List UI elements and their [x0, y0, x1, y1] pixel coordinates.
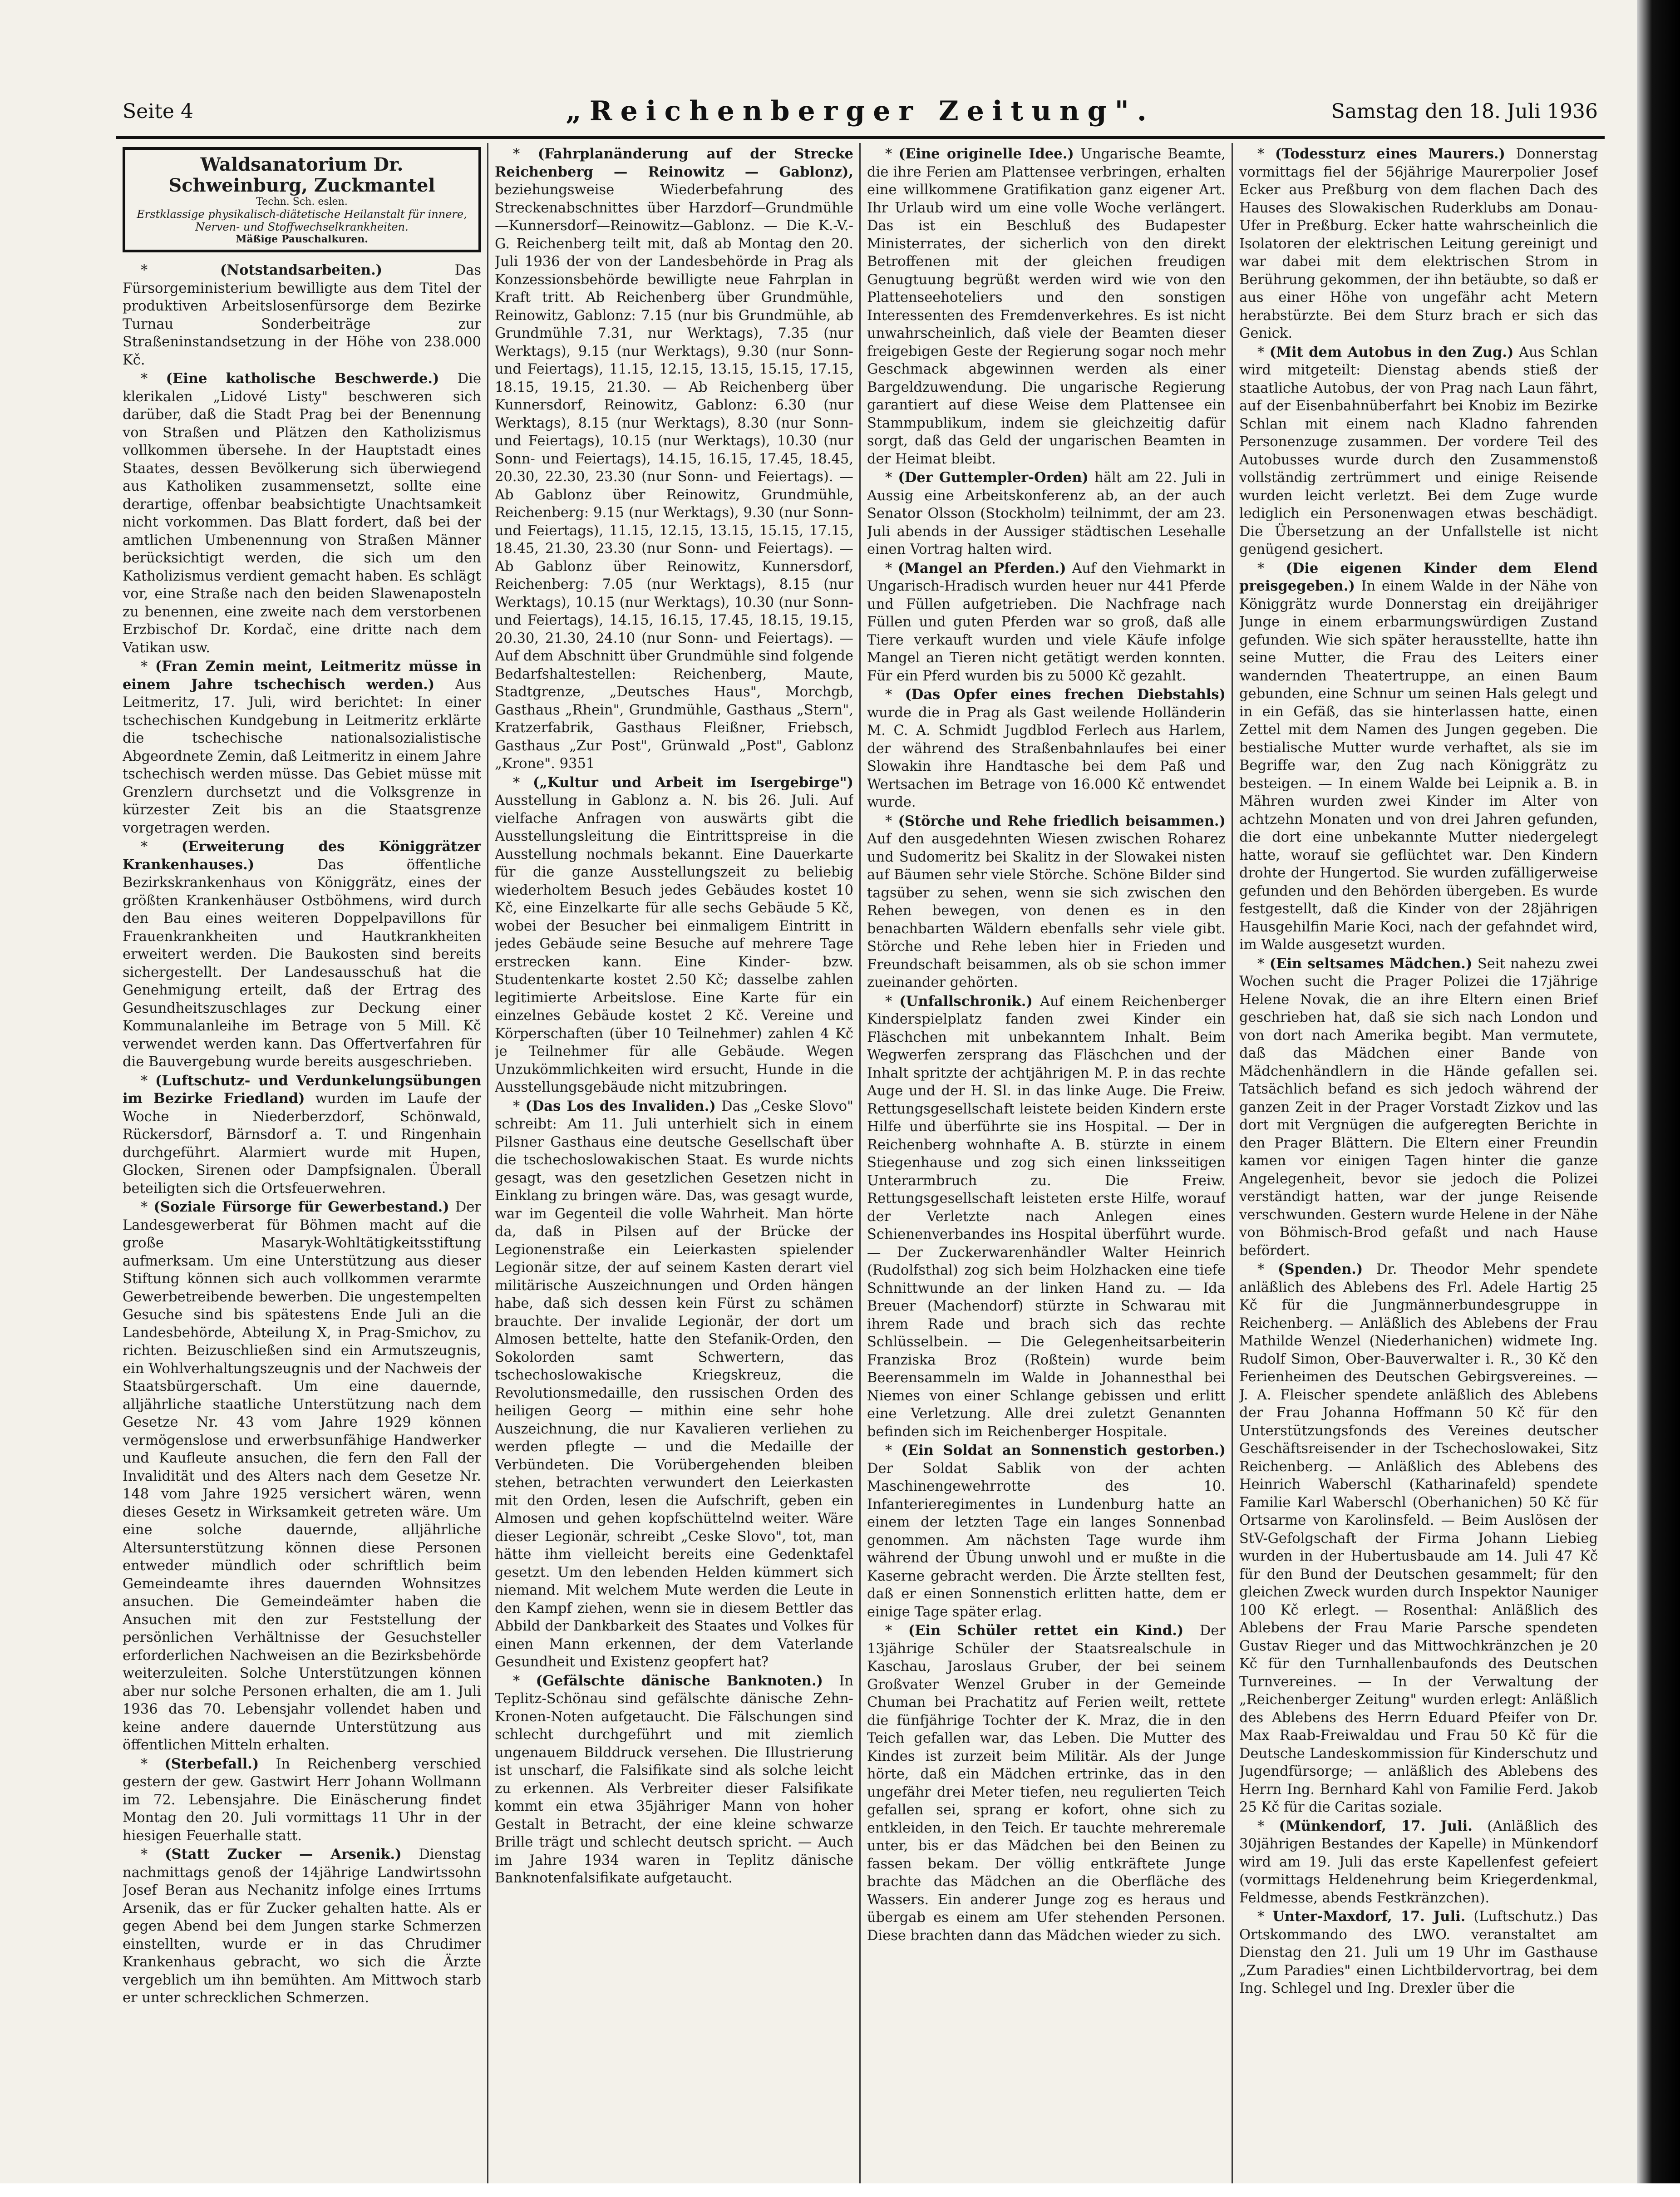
news-article: * (Spenden.) Dr. Theodor Mehr spendete anläßlich des Ablebens des Frl. Adele Hartig 25 Kč für die Jungmännerbundesgruppe in Reichenberg. — Anläßlich des Ablebens der Frau Mathilde Wenzel (Niederhanichen) widmete Ing. Rudolf Simon, Ober-Bauverwalter i. R., 30 Kč den Ferienheimen des Deutschen Gebirgsvereines. — J. A. Fleischer spendete anläßlich des Ablebens der Frau Johanna Hoffmann 50 Kč für den Unterstützungsfonds des Vereines deutscher Geschäftsreisender in der Tschechoslowakei, Sitz Reichenberg. — Anläßlich des Ablebens des Heinrich Waberschl (Katharinafeld) spendete Familie Karl Waberschl (Oberhanichen) 50 Kč für Ortsarme von Karolinsfeld. — Beim Auslösen der StV-Gefolgschaft der Firma Johann Liebieg wurden in der Hubertusbaude am 14. Juli 47 Kč für den Bund der Deutschen gesammelt; für den gleichen Zweck wurden durch Inspektor Nauniger 100 Kč erlegt. — Rosenthal: Anläßlich des Ablebens der Frau Marie Parsche spendeten Gustav Rieger und das Mittwochkränzchen je 20 Kč für den Turnhallenbaufonds des Deutschen Turnvereines. — In der Verwaltung der „Reichenberger Zeitung" wurden erlegt: Anläßlich des Ablebens des Herrn Eduard Pfeifer von Dr. Max Raab-Freiwaldau und Frau 50 Kč für die Deutsche Landeskommission für Kinderschutz und Jugendfürsorge; — anläßlich des Ablebens des Herrn Ing. Bernhard Kahl von Familie Ferd. Jakob 25 Kč für die Caritas soziale.	[1239, 1261, 1598, 1815]
news-article: * (Gefälschte dänische Banknoten.) In Teplitz-Schönau sind gefälschte dänische Zehn-Kronen-Noten aufgetaucht. Die Fälschungen sind schlecht durchgeführt und mit ziemlich ungenauem Bilddruck versehen. Die Illustrierung ist unscharf, die Falsifikate sind als solche leicht zu erkennen. Als Verbreiter dieser Falsifikate kommt ein etwa 35jähriger Mann von hoher Gestalt in Betracht, der eine kleine schwarze Brille trägt und schlecht deutsch spricht. — Auch im Jahre 1934 waren in Teplitz dänische Banknotenfalsifikate aufgetaucht.	[495, 1672, 853, 1886]
article-heading: Unter-Maxdorf, 17. Juli.	[1272, 1908, 1466, 1925]
article-heading: (Fahrplanänderung auf der Strecke Reichenberg — Reinowitz — Gablonz),	[495, 146, 853, 180]
article-body: Auf den ausgedehnten Wiesen zwischen Roharez und Sudomeritz bei Skalitz in der Slowakei nisten auf Bäumen sehr viele Störche. Schöne Bilder sind tagsüber zu sehen, wenn sie sich zwischen den Rehen bewegen, von denen es in den benachbarten Wäldern ebenfalls sehr viele gibt. Störche und Rehe leben hier in Frieden und Freundschaft beisammen, als ob sie schon immer zueinander gehörten.	[867, 831, 1226, 990]
news-article: * (Mit dem Autobus in den Zug.) Aus Schlan wird mitgeteilt: Dienstag abends stieß der staatliche Autobus, der von Prag nach Laun fährt, auf der Eisenbahnüberfahrt bei Knobiz im Bezirke Schlan mit einem nach Kladno fahrenden Personenzuge zusammen. Der vordere Teil des Autobusses wurde durch den Zusammenstoß vollständig zertrümmert und einige Reisende wurden leicht verletzt. Bei dem Zuge wurde lediglich ein Personenwagen etwas beschädigt. Die Übersetzung an der Unfallstelle ist nicht genügend gesichert.	[1239, 344, 1598, 557]
news-article: * (Die eigenen Kinder dem Elend preisgegeben.) In einem Walde in der Nähe von Königgrätz wurde Donnerstag ein dreijähriger Junge in einem erbarmungswürdigen Zustand gefunden. Wie sich später herausstellte, hatte ihn seine Mutter, die Frau des Leiters einer wandernden Theatertruppe, an einen Baum gebunden, eine Schnur um seinen Hals gelegt und in ein Gefäß, das sie hinterlassen hatte, einen Zettel mit dem Namen des Jungen gegeben. Die bestialische Mutter wurde verhaftet, als sie im Begriffe war, den Zug nach Königgrätz zu besteigen. — In einem Walde bei Leipnik a. B. in Mähren wurden zwei Kinder im Alter von achtzehn Monaten und von drei Jahren gefunden, die dort eine unbekannte Mutter niedergelegt hatte, worauf sie geflüchtet war. Den Kindern drohte der Hungertod. Sie wurden zufälligerweise gefunden und den Behörden übergeben. Es wurde festgestellt, daß die Kinder von der 28jährigen Hausgehilfin Marie Koci, nach der gefahndet wird, im Walde ausgesetzt wurden.	[1239, 560, 1598, 953]
news-article: * (Soziale Fürsorge für Gewerbestand.) Der Landesgewerberat für Böhmen macht auf die große Masaryk-Wohltätigkeitsstiftung aufmerksam. Um eine Unterstützung aus dieser Stiftung können sich auch vollkommen verarmte Gewerbetreibende bewerben. Die ungestempelten Gesuche sind bis spätestens Ende Juli an die Landesbehörde, Abteilung X, in Prag-Smichov, zu richten. Beizuschließen sind ein Armutszeugnis, ein Wohlverhaltungszeugnis und der Nachweis der Staatsbürgerschaft. Um eine dauernde, alljährliche staatliche Unterstützung nach dem Gesetze Nr. 43 vom Jahre 1929 können vermögenslose und erwerbsunfähige Handwerker und Kaufleute ansuchen, die fern den Fall der Invalidität und des Alters nach dem Gesetze Nr. 148 vom Jahre 1925 versichert wären, wenn dieses Gesetz in Wirksamkeit getreten wäre. Um eine solche dauernde, alljährliche Altersunterstützung können diese Personen entweder mündlich oder schriftlich beim Gemeindeamte ihres dauernden Wohnsitzes ansuchen. Die Gemeindeämter haben die Ansuchen mit den zur Feststellung der persönlichen Verhältnisse der Gesuchsteller erforderlichen Nachweisen an die Bezirksbehörde weiterzuleiten. Solche Unterstützungen können aber nur solche Personen erhalten, die am 1. Juli 1936 das 70. Lebensjahr vollendet haben und keine andere dauernde Unterstützung aus öffentlichen Mitteln erhalten.	[123, 1199, 481, 1753]
scan-bottom-margin	[0, 2183, 1680, 2197]
article-heading: (Mit dem Autobus in den Zug.)	[1269, 344, 1514, 360]
article-heading: (Eine originelle Idee.)	[898, 146, 1074, 162]
article-body: Das öffentliche Bezirkskrankenhaus von Königgrätz, eines der größten Krankenhäuser Ostböhmens, wird durch den Bau eines weiteren Doppelpavillons für Frauenkrankheiten und Hautkrankheiten erweitert werden. Die Baukosten sind bereits sichergestellt. Der Landesausschuß hat die Genehmigung erteilt, daß der Ertrag des Gesundheitszuschlages zur Deckung einer Kommunalanleihe im Betrage von 5 Mill. Kč verwendet werden kann. Das Offertverfahren für die Bauvergebung wurde bereits ausgeschrieben.	[123, 857, 481, 1070]
news-article: * (Todessturz eines Maurers.) Donnerstag vormittags fiel der 56jährige Maurerpolier Josef Ecker aus Preßburg von dem flachen Dach des Hauses des Slowakischen Ruderklubs am Donau-Ufer in Preßburg. Ecker hatte wahrscheinlich die Isolatoren der elektrischen Leitung gereinigt und war dabei mit dem elektrischen Strom in Berührung gekommen, der ihn betäubte, so daß er aus einer Höhe von ungefähr acht Metern herabstürzte. Bei dem Sturz brach er sich das Genick.	[1239, 146, 1598, 341]
article-heading: (Gefälschte dänische Banknoten.)	[536, 1672, 823, 1689]
news-article: * (Der Guttempler-Orden) hält am 22. Juli in Aussig eine Arbeitskonferenz ab, an der auch Senator Olsson (Stockholm) teilnimmt, der am 23. Juli abends in der Aussiger städtischen Lesehalle einen Vortrag halten wird.	[867, 469, 1226, 557]
article-heading: (Münkendorf, 17. Juli.	[1279, 1818, 1473, 1834]
article-body: wurde die in Prag als Gast weilende Holländerin M. C. A. Schmidt Jugdblod Ferlech aus Harlem, der während des Straßenbahnlaufes bei einer Slowakin ihre Handtasche bei dem Paß und Wertsachen im Betrage von 16.000 Kč entwendet wurde.	[867, 704, 1226, 810]
column-divider	[859, 143, 861, 2186]
ad-subtitle: Techn. Sch. eslen.	[256, 196, 348, 207]
column-3	[867, 145, 1226, 2183]
column-divider	[1232, 143, 1233, 2186]
article-body: Die klerikalen „Lidové Listy" beschweren sich darüber, daß die Stadt Prag bei der Benennung von Straßen und Plätzen den Katholizismus vollkommen übersehe. In der Hauptstadt eines Staates, dessen Bevölkerung sich überwiegend aus Katholiken zusammensetzt, sollte eine derartige, offenbar beabsichtigte Unachtsamkeit nicht vorkommen. Das Blatt fordert, daß bei der amtlichen Umbenennung von Straßen Männer berücksichtigt werden, die sich um den Katholizismus verdient gemacht haben. Es schlägt vor, eine Straße nach den beiden Slawenaposteln zu benennen, eine zweite nach dem verstorbenen Erzbischof Dr. Kordač, eine dritte nach dem Vatikan usw.	[123, 371, 481, 656]
news-article: * (Luftschutz- und Verdunkelungsübungen im Bezirke Friedland) wurden im Laufe der Woche in Niederberzdorf, Schönwald, Rückersdorf, Bärnsdorf a. T. und Ringenhain durchgeführt. Alarmiert wurde mit Hupen, Glocken, Sirenen oder Dampfsignalen. Überall beteiligten sich die Ortsfeuerwehren.	[123, 1072, 481, 1197]
news-article: * (Notstandsarbeiten.) Das Fürsorgeministerium bewilligte aus dem Titel der produktiven Arbeitslosenfürsorge dem Bezirke Turnau Sonderbeiträge zur Straßeninstandsetzung in der Höhe von 238.000 Kč.	[123, 262, 481, 368]
article-list	[495, 145, 853, 1887]
article-body: wurden im Laufe der Woche in Niederberzdorf, Schönwald, Rückersdorf, Bärnsdorf a. T. und Ringenhain durchgeführt. Alarmiert wurde mit Hupen, Glocken, Sirenen oder Dampfsignalen. Überall beteiligten sich die Ortsfeuerwehren.	[123, 1091, 481, 1197]
news-article: * (Fahrplanänderung auf der Strecke Reichenberg — Reinowitz — Gablonz), beziehungsweise Wiederbefahrung des Streckenabschnittes über Harzdorf—Grundmühle—Kunnersdorf—Reinowitz—Gablonz. — Die K.-V.-G. Reichenberg teilt mit, daß ab Montag den 20. Juli 1936 der von der Landesbehörde in Prag als Konzessionsbehörde bewilligte neue Fahrplan in Kraft tritt. Ab Reichenberg über Grundmühle, Reinowitz, Gablonz: 7.15 (nur bis Grundmühle, ab Grundmühle 7.31, nur Werktags), 7.35 (nur Werktags), 9.15 (nur Werktags), 9.30 (nur Sonn- und Feiertags), 11.15, 12.15, 13.15, 15.15, 17.15, 18.15, 19.15, 21.30. — Ab Reichenberg über Kunnersdorf, Reinowitz, Gablonz: 6.30 (nur Werktags), 8.15 (nur Werktags), 8.30 (nur Sonn- und Feiertags), 10.15 (nur Werktags), 10.30 (nur Sonn- und Feiertags), 14.15, 16.15, 17.45, 18.45, 20.30, 22.30, 23.30 (nur Sonn- und Feiertags). — Ab Gablonz über Reinowitz, Grundmühle, Reichenberg: 9.15 (nur Werktags), 9.30 (nur Sonn- und Feiertags), 11.15, 12.15, 13.15, 15.15, 17.15, 18.45, 21.30, 23.30 (nur Sonn- und Feiertags). — Ab Gablonz über Reinowitz, Kunnersdorf, Reichenberg: 7.05 (nur Werktags), 8.15 (nur Werktags), 10.15 (nur Werktags), 10.30 (nur Sonn- und Feiertags), 14.15, 16.15, 17.45, 18.15, 19.15, 20.30, 21.30, 24.10 (nur Sonn- und Feiertags). — Auf dem Abschnitt über Grundmühle sind folgende Bedarfshaltestellen: Reichenberg, Maute, Stadtgrenze, „Deutsches Haus", Morchgb, Gasthaus „Rhein", Grundmühle, Gasthaus „Stern", Kratzerfabrik, Gasthaus Fleißner, Friebsch, Gasthaus „Zur Post", Grünwald „Post", Gablonz „Krone". 9351	[495, 146, 853, 772]
article-body: Dienstag nachmittags genoß der 14jährige Landwirtssohn Josef Beran aus Nechanitz infolge eines Irrtums Arsenik, das er für Zucker gehalten hatte. Als er gegen Abend bei dem Jungen starke Schmerzen einstellten, wurde er in das Chrudimer Krankenhaus gebracht, wo sich die Ärzte vergeblich um ihn bemühten. Am Mittwoch starb er unter schrecklichen Schmerzen.	[123, 1847, 481, 2006]
article-heading: (Das Opfer eines frechen Diebstahls)	[905, 686, 1226, 703]
article-heading: (Luftschutz- und Verdunkelungsübungen im Bezirke Friedland)	[123, 1072, 481, 1107]
article-heading: (Unfallschronik.)	[899, 993, 1033, 1010]
ad-title: Waldsanatorium Dr. Schweinburg, Zuckmantel	[168, 154, 435, 196]
article-body: Das Fürsorgeministerium bewilligte aus dem Titel der produktiven Arbeitslosenfürsorge dem Bezirke Turnau Sonderbeiträge zur Straßeninstandsetzung in der Höhe von 238.000 Kč.	[123, 262, 481, 368]
article-body: beziehungsweise Wiederbefahrung des Streckenabschnittes über Harzdorf—Grundmühle—Kunnersdorf—Reinowitz—Gablonz. — Die K.-V.-G. Reichenberg teilt mit, daß ab Montag den 20. Juli 1936 der von der Landesbehörde in Prag als Konzessionsbehörde bewilligte neue Fahrplan in Kraft tritt. Ab Reichenberg über Grundmühle, Reinowitz, Gablonz: 7.15 (nur bis Grundmühle, ab Grundmühle 7.31, nur Werktags), 7.35 (nur Werktags), 9.15 (nur Werktags), 9.30 (nur Sonn- und Feiertags), 11.15, 12.15, 13.15, 15.15, 17.15, 18.15, 19.15, 21.30. — Ab Reichenberg über Kunnersdorf, Reinowitz, Gablonz: 6.30 (nur Werktags), 8.15 (nur Werktags), 8.30 (nur Sonn- und Feiertags), 10.15 (nur Werktags), 10.30 (nur Sonn- und Feiertags), 14.15, 16.15, 17.45, 18.45, 20.30, 22.30, 23.30 (nur Sonn- und Feiertags). — Ab Gablonz über Reinowitz, Grundmühle, Reichenberg: 9.15 (nur Werktags), 9.30 (nur Sonn- und Feiertags), 11.15, 12.15, 13.15, 15.15, 17.15, 18.45, 21.30, 23.30 (nur Sonn- und Feiertags). — Ab Gablonz über Reinowitz, Kunnersdorf, Reichenberg: 7.05 (nur Werktags), 8.15 (nur Werktags), 10.15 (nur Werktags), 10.30 (nur Sonn- und Feiertags), 14.15, 16.15, 17.45, 18.15, 19.15, 20.30, 21.30, 24.10 (nur Sonn- und Feiertags). — Auf dem Abschnitt über Grundmühle sind folgende Bedarfshaltestellen: Reichenberg, Maute, Stadtgrenze, „Deutsches Haus", Morchgb, Gasthaus „Rhein", Grundmühle, Gasthaus „Stern", Kratzerfabrik, Gasthaus Fleißner, Friebsch, Gasthaus „Zur Post", Grünwald „Post", Gablonz „Krone". 9351	[495, 182, 853, 772]
article-heading: (Mangel an Pferden.)	[897, 560, 1066, 576]
article-body: hält am 22. Juli in Aussig eine Arbeitskonferenz ab, an der auch Senator Olsson (Stockholm) teilnimmt, der am 23. Juli abends in der Aussiger städtischen Lesehalle einen Vortrag halten wird.	[867, 470, 1226, 557]
article-heading: („Kultur und Arbeit im Isergebirge")	[533, 774, 853, 791]
article-list	[123, 261, 481, 2007]
news-article: * Unter-Maxdorf, 17. Juli. (Luftschutz.) Das Ortskommando des LWO. veranstaltet am Dienstag den 21. Juli um 19 Uhr im Gasthause „Zum Paradies" einen Lichtbildervortrag, bei dem Ing. Schlegel und Ing. Drexler über die	[1239, 1908, 1598, 1996]
news-article: * (Sterbefall.) In Reichenberg verschied gestern der gew. Gastwirt Herr Johann Wollmann im 72. Lebensjahre. Die Einäscherung findet Montag den 20. Juli vormittags 11 Uhr in der hiesigen Feuerhalle statt.	[123, 1755, 481, 1844]
news-article: * (Unfallschronik.) Auf einem Reichenberger Kinderspielplatz fanden zwei Kinder ein Fläschchen mit unbekanntem Inhalt. Beim Wegwerfen zersprang das Fläschchen und der Inhalt spritzte der achtjährigen M. P. in das rechte Auge und der H. Sl. in das linke Auge. Die Freiw. Rettungsgesellschaft leistete beiden Kindern erste Hilfe und überführte sie ins Hospital. — Der in Reichenberg wohnhafte A. B. stürzte in einem Stiegenhause und zog sich einen linksseitigen Unterarmbruch zu. Die Freiw. Rettungsgesellschaft leisteten erste Hilfe, worauf der Verletzte nach Anlegen eines Schienenverbandes ins Hospital überführt wurde. — Der Zuckerwarenhändler Walter Heinrich (Rudolfsthal) zog sich beim Holzhacken eine tiefe Schnittwunde an der linken Hand zu. — Ida Breuer (Machendorf) stürzte in Schwarau mit ihrem Rade und brach sich das rechte Schlüsselbein. — Die Gelegenheitsarbeiterin Franziska Broz (Roßtein) wurde beim Beerensammeln im Walde in Johannesthal bei Niemes von einer Schlange gebissen und erlitt eine Verletzung. Alle drei zuletzt Genannten befinden sich im Reichenberger Hospitale.	[867, 993, 1226, 1440]
article-body: Aus Leitmeritz, 17. Juli, wird berichtet: In einer tschechischen Kundgebung in Leitmeritz erklärte die tschechische nationalsozialistische Abgeordnete Zemin, daß Leitmeritz in einem Jahre tschechisch werden müsse. Das Gebiet müsse mit Grenzlern durchsetzt und die Volksgrenze in kürzester Zeit bis an die Staatsgrenze vorgetragen werden.	[123, 676, 481, 836]
column-1	[123, 145, 481, 2183]
column-4	[1239, 145, 1598, 2183]
article-heading: (Störche und Rehe friedlich beisammen.)	[898, 813, 1226, 829]
article-heading: (Soziale Fürsorge für Gewerbestand.)	[153, 1199, 449, 1215]
article-heading: (Das Los des Invaliden.)	[525, 1098, 716, 1114]
news-article: * („Kultur und Arbeit im Isergebirge") Ausstellung in Gablonz a. N. bis 26. Juli. Auf vielfache Anfragen von auswärts gibt die Ausstellungsleitung die Eintrittspreise in die Ausstellung nochmals bekannt. Eine Dauerkarte für die ganze Ausstellungszeit zu beliebig wiederholtem Besuch jedes Gebäudes kostet 10 Kč, eine Einzelkarte für alle sechs Gebäude 5 Kč, wobei der Besucher bei einmaligem Eintritt in jedes Gebäude seine Besuche auf mehrere Tage erstrecken kann. Eine Kinder- bzw. Studentenkarte kostet 2.50 Kč; dasselbe zahlen legitimierte Arbeitslose. Eine Karte für ein einzelnes Gebäude kostet 2 Kč. Vereine und Körperschaften (über 10 Teilnehmer) zahlen 4 Kč je Teilnehmer für alle Gebäude. Wegen Unzukömmlichkeiten wird ersucht, Hunde in die Ausstellungsgebäude nicht mitzubringen.	[495, 774, 853, 1095]
ad-price-note: Mäßige Pauschalkuren.	[236, 233, 368, 245]
article-body: Ausstellung in Gablonz a. N. bis 26. Juli. Auf vielfache Anfragen von auswärts gibt die Ausstellungsleitung die Eintrittspreise in die Ausstellung nochmals bekannt. Eine Dauerkarte für die ganze Ausstellungszeit zu beliebig wiederholtem Besuch jedes Gebäudes kostet 10 Kč, eine Einzelkarte für alle sechs Gebäude 5 Kč, wobei der Besucher bei einmaligem Eintritt in jedes Gebäude seine Besuche auf mehrere Tage erstrecken kann. Eine Kinder- bzw. Studentenkarte kostet 2.50 Kč; dasselbe zahlen legitimierte Arbeitslose. Eine Karte für ein einzelnes Gebäude kostet 2 Kč. Vereine und Körperschaften (über 10 Teilnehmer) zahlen 4 Kč je Teilnehmer für alle Gebäude. Wegen Unzukömmlichkeiten wird ersucht, Hunde in die Ausstellungsgebäude nicht mitzubringen.	[495, 793, 853, 1095]
news-article: * (Münkendorf, 17. Juli. (Anläßlich des 30jährigen Bestandes der Kapelle) in Münkendorf wird am 19. Juli das erste Kapellenfest gefeiert (vormittags Heldenehrung beim Kriegerdenkmal, Feldmesse, abends Festkränzchen).	[1239, 1818, 1598, 1906]
article-list	[1239, 145, 1598, 1998]
article-heading: (Fran Zemin meint, Leitmeritz müsse in einem Jahre tschechisch werden.)	[123, 658, 481, 693]
news-article: * (Fran Zemin meint, Leitmeritz müsse in einem Jahre tschechisch werden.) Aus Leitmeritz, 17. Juli, wird berichtet: In einer tschechischen Kundgebung in Leitmeritz erklärte die tschechische nationalsozialistische Abgeordnete Zemin, daß Leitmeritz in einem Jahre tschechisch werden müsse. Das Gebiet müsse mit Grenzlern durchsetzt und die Volksgrenze in kürzester Zeit bis an die Staatsgrenze vorgetragen werden.	[123, 658, 481, 836]
article-body: Ungarische Beamte, die ihre Ferien am Plattensee verbringen, erhalten eine willkommene Gratifikation ganz eigener Art. Ihr Urlaub wird um eine volle Woche verlängert. Das ist ein Beschluß des Budapester Ministerrates, der sicherlich von den direkt Betroffenen mit der gleichen freudigen Genugtuung begrüßt werden wird wie von den Plattenseehoteliers und den sonstigen Interessenten des Fremdenverkehres. Es ist nicht unwahrscheinlich, daß viele der Beamten dieser freigebigen Geste der Regierung sogar noch mehr Geschmack abgewinnen werden als einer Bargeldzuwendung. Die ungarische Regierung garantiert auf diese Weise dem Plattensee ein Stammpublikum, indem sie gleichzeitig dafür sorgt, daß das Geld der ungarischen Beamten in der Heimat bleibt.	[867, 146, 1226, 467]
article-body: (Anläßlich des 30jährigen Bestandes der Kapelle) in Münkendorf wird am 19. Juli das erste Kapellenfest gefeiert (vormittags Heldenehrung beim Kriegerdenkmal, Feldmesse, abends Festkränzchen).	[1239, 1818, 1598, 1906]
article-body: Der 13jährige Schüler der Staatsrealschule in Kaschau, Jaroslaus Gruber, der bei seinem Großvater Wenzel Gruber in der Gemeinde Chuman bei Prachatitz auf Ferien weilt, rettete die fünfjährige Tochter der K. Mraz, die in den Teich gefallen war, das Leben. Die Mutter des Kindes ist zurzeit beim Militär. Als der Junge hörte, daß ein Mädchen ertrinke, das in den ungefähr drei Meter tiefen, neu regulierten Teich gefallen sei, sprang er kofort, ohne sich zu entkleiden, in den Teich. Er tauchte mehreremale unter, bis er das Mädchen bei den Beinen zu fassen bekam. Der völlig entkräftete Junge brachte das Mädchen an die Oberfläche des Wassers. Ein anderer Junge zog es heraus und übergab es einem am Ufer stehenden Personen. Diese brachten dann das Mädchen wieder zu sich.	[867, 1623, 1226, 1944]
article-body: In einem Walde in der Nähe von Königgrätz wurde Donnerstag ein dreijähriger Junge in einem erbarmungswürdigen Zustand gefunden. Wie sich später herausstellte, hatte ihn seine Mutter, die Frau des Leiters einer wandernden Theatertruppe, an einen Baum gebunden, eine Schnur um seinen Hals gelegt und in ein Gefäß, das sie hinterlassen hatte, einen Zettel mit dem Namen des Jungen gegeben. Die bestialische Mutter wurde verhaftet, als sie im Begriffe war, den Zug nach Königgrätz zu besteigen. — In einem Walde bei Leipnik a. B. in Mähren wurden zwei Kinder im Alter von achtzehn Monaten und von drei Jahren gefunden, die dort eine unbekannte Mutter niedergelegt hatte, worauf sie geflüchtet war. Den Kindern drohte der Hungertod. Sie wurden zufälligerweise gefunden und den Behörden übergeben. Es wurde festgestellt, daß die Kinder von der 28jährigen Hausgehilfin Marie Koci, nach der gefahndet wird, im Walde ausgesetzt wurden.	[1239, 578, 1598, 953]
issue-date: Samstag den 18. Juli 1936	[1331, 100, 1598, 123]
article-body: Auf einem Reichenberger Kinderspielplatz fanden zwei Kinder ein Fläschchen mit unbekanntem Inhalt. Beim Wegwerfen zersprang das Fläschchen und der Inhalt spritzte der achtjährigen M. P. in das rechte Auge und der H. Sl. in das linke Auge. Die Freiw. Rettungsgesellschaft leistete beiden Kindern erste Hilfe und überführte sie ins Hospital. — Der in Reichenberg wohnhafte A. B. stürzte in einem Stiegenhause und zog sich einen linksseitigen Unterarmbruch zu. Die Freiw. Rettungsgesellschaft leisteten erste Hilfe, worauf der Verletzte nach Anlegen eines Schienenverbandes ins Hospital überführt wurde. — Der Zuckerwarenhändler Walter Heinrich (Rudolfsthal) zog sich beim Holzhacken eine tiefe Schnittwunde an der linken Hand zu. — Ida Breuer (Machendorf) stürzte in Schwarau mit ihrem Rade und brach sich das rechte Schlüsselbein. — Die Gelegenheitsarbeiterin Franziska Broz (Roßtein) wurde beim Beerensammeln im Walde in Johannesthal bei Niemes von einer Schlange gebissen und erlitt eine Verletzung. Alle drei zuletzt Genannten befinden sich im Reichenberger Hospitale.	[867, 993, 1226, 1440]
news-article: * (Das Los des Invaliden.) Das „Ceske Slovo" schreibt: Am 11. Juli unterhielt sich in einem Pilsner Gasthaus eine deutsche Gesellschaft über die tschechoslowakischen Staat. Es wurde nichts gesagt, was den gesetzlichen Gesetzen nicht in Einklang zu bringen wäre. Das, was gesagt wurde, war im Gegenteil die volle Wahrheit. Man hörte da, daß in Pilsen auf der Brücke der Legionenstraße ein Leierkasten spielender Legionär sitze, der auf seinem Kasten derart viel militärische Auszeichnungen und Orden hängen habe, daß sich dessen kein Fürst zu schämen brauchte. Der invalide Legionär, der dort um Almosen bettelte, hatte den Stefanik-Orden, den Sokolorden samt Schwertern, das tschechoslowakische Kriegskreuz, die Revolutionsmedaille, den russischen Orden des heiligen Georg — mithin eine sehr hohe Auszeichnung, die nur Kavalieren verliehen zu werden pflegte — und die Medaille der Verbündeten. Die Vorübergehenden bleiben stehen, betrachten verwundert den Leierkasten mit den Orden, lesen die Aufschrift, geben ein Almosen und gehen kopfschüttelnd weiter. Wäre dieser Legionär, schreibt „Ceske Slovo", tot, man hätte ihm vielleicht bereits eine Gedenktafel gesetzt. Um den lebenden Helden kümmert sich niemand. Mit welchem Mute werden die Leute in den Kampf ziehen, wenn sie in diesem Bettler das Abbild der Dankbarkeit des Staates und Volkes für einen Mann erkennen, der dem Vaterlande Gesundheit und Existenz geopfert hat?	[495, 1098, 853, 1670]
masthead	[123, 91, 1598, 132]
article-body: Donnerstag vormittags fiel der 56jährige Maurerpolier Josef Ecker aus Preßburg von dem flachen Dach des Hauses des Slowakischen Ruderklubs am Donau-Ufer in Preßburg. Ecker hatte wahrscheinlich die Isolatoren der elektrischen Leitung gereinigt und war dabei mit dem elektrischen Strom in Berührung gekommen, der ihn betäubte, so daß er aus einer Höhe von ungefähr acht Metern herabstürzte. Bei dem Sturz brach er sich das Genick.	[1239, 146, 1598, 341]
news-article: * (Erweiterung des Königgrätzer Krankenhauses.) Das öffentliche Bezirkskrankenhaus von Königgrätz, eines der größten Krankenhäuser Ostböhmens, wird durch den Bau eines weiteren Doppelpavillons für Frauenkrankheiten und Hautkrankheiten erweitert werden. Die Baukosten sind bereits sichergestellt. Der Landesausschuß hat die Genehmigung erteilt, daß der Ertrag des Gesundheitszuschlages zur Deckung einer Kommunalanleihe im Betrage von 5 Mill. Kč verwendet werden kann. Das Offertverfahren für die Bauvergebung wurde bereits ausgeschrieben.	[123, 838, 481, 1070]
article-body: Der Soldat Sablik von der achten Maschinengewehrrotte des 10. Infanterieregimentes in Lundenburg hatte an einem der letzten Tage ein langes Sonnenbad genommen. Am nächsten Tage wurde ihm während der Übung unwohl und er mußte in die Kaserne gebracht werden. Die Ärzte stellten fest, daß er einen Sonnenstich erlitten hatte, dem er einige Tage später erlag.	[867, 1460, 1226, 1620]
article-heading: (Sterbefall.)	[164, 1755, 259, 1772]
article-heading: (Eine katholische Beschwerde.)	[166, 370, 439, 387]
sanatorium-advertisement	[123, 147, 481, 252]
header-rule	[116, 136, 1605, 139]
column-2	[495, 145, 853, 2183]
column-divider	[487, 143, 488, 2186]
article-body: Der Landesgewerberat für Böhmen macht auf die große Masaryk-Wohltätigkeitsstiftung aufmerksam. Um eine Unterstützung aus dieser Stiftung können sich auch vollkommen verarmte Gewerbetreibende bewerben. Die ungestempelten Gesuche sind bis spätestens Ende Juli an die Landesbehörde, Abteilung X, in Prag-Smichov, zu richten. Beizuschließen sind ein Armutszeugnis, ein Wohlverhaltungszeugnis und der Nachweis der Staatsbürgerschaft. Um eine dauernde, alljährliche staatliche Unterstützung nach dem Gesetze Nr. 43 vom Jahre 1929 können vermögenslose und erwerbsunfähige Handwerker und Kaufleute ansuchen, die fern den Fall der Invalidität und des Alters nach dem Gesetze Nr. 148 vom Jahre 1925 versichert wären, wenn dieses Gesetz in Wirksamkeit getreten wäre. Um eine solche dauernde, alljährliche Altersunterstützung können diese Personen entweder mündlich oder schriftlich beim Gemeindeamte ihres dauernden Wohnsitzes ansuchen. Die Gemeindeämter haben die Ansuchen mit den zur Feststellung der persönlichen Verhältnisse der Gesuchsteller erforderlichen Nachweisen an die Bezirksbehörde weiterzuleiten. Solche Unterstützungen können aber nur solche Personen erhalten, die am 1. Juli 1936 das 70. Lebensjahr vollendet haben und keine andere dauernde Unterstützung aus öffentlichen Mitteln erhalten.	[123, 1199, 481, 1753]
article-body: Auf den Viehmarkt in Ungarisch-Hradisch wurden heuer nur 441 Pferde und Füllen aufgetrieben. Die Nachfrage nach Füllen und guten Pferden war so groß, daß alle Tiere verkauft wurden und viele Käufe infolge Mangel an Tieren nicht getätigt werden konnten. Für ein Pferd wurden bis zu 5000 Kč gezahlt.	[867, 560, 1226, 684]
article-heading: (Ein Schüler rettet ein Kind.)	[908, 1622, 1184, 1639]
article-heading: (Spenden.)	[1278, 1261, 1363, 1277]
article-body: (Luftschutz.) Das Ortskommando des LWO. veranstaltet am Dienstag den 21. Juli um 19 Uhr im Gasthause „Zum Paradies" einen Lichtbildervortrag, bei dem Ing. Schlegel und Ing. Drexler über die	[1239, 1909, 1598, 1996]
article-heading: (Erweiterung des Königgrätzer Krankenhauses.)	[123, 838, 481, 873]
article-body: In Reichenberg verschied gestern der gew. Gastwirt Herr Johann Wollmann im 72. Lebensjahre. Die Einäscherung findet Montag den 20. Juli vormittags 11 Uhr in der hiesigen Feuerhalle statt.	[123, 1756, 481, 1844]
news-article: * (Ein seltsames Mädchen.) Seit nahezu zwei Wochen sucht die Prager Polizei die 17jährige Helene Novak, die an ihre Eltern einen Brief geschrieben hat, daß sie sich nach London und von dort nach Amerika begibt. Man vermutete, daß das Mädchen einer Bande von Mädchenhändlern in die Hände gefallen sei. Tatsächlich befand es sich jedoch während der ganzen Zeit in der Prager Vorstadt Zizkov und las dort mit Vergnügen die aufgeregten Berichte in den Prager Blättern. Die Eltern einer Freundin kamen vor einigen Tagen hinter die ganze Angelegenheit, bevor sie jedoch die Polizei verständigt hatten, war der junge Reisende verschwunden. Gestern wurde Helene in der Nähe von Böhmisch-Brod gefaßt und nach Hause befördert.	[1239, 955, 1598, 1259]
article-heading: (Statt Zucker — Arsenik.)	[165, 1846, 402, 1862]
article-body: Aus Schlan wird mitgeteilt: Dienstag abends stieß der staatliche Autobus, der von Prag nach Laun fährt, auf der Eisenbahnüberfahrt bei Knobiz im Bezirke Schlan mit einem nach Kladno fahrenden Personenzuge zusammen. Der vordere Teil des Autobusses wurde durch den Zusammenstoß vollständig zertrümmert und einige Reisende wurden leicht verletzt. Bei dem Zuge wurde lediglich ein Personenwagen etwas beschädigt. Die Übersetzung an der Unfallstelle ist nicht genügend gesichert.	[1239, 344, 1598, 557]
article-body: In Teplitz-Schönau sind gefälschte dänische Zehn-Kronen-Noten aufgetaucht. Die Fälschungen sind schlecht durchgeführt und mit ziemlich ungenauem Bilddruck versehen. Die Illustrierung ist unscharf, die Falsifikate sind als solche leicht zu erkennen. Als Verbreiter dieser Falsifikate kommt ein etwa 35jähriger Mann von hoher Gestalt in Betracht, der eine kleine schwarze Brille trägt und schlecht deutsch spricht. — Auch im Jahre 1934 waren in Teplitz dänische Banknotenfalsifikate aufgetaucht.	[495, 1673, 853, 1886]
news-article: * (Statt Zucker — Arsenik.) Dienstag nachmittags genoß der 14jährige Landwirtssohn Josef Beran aus Nechanitz infolge eines Irrtums Arsenik, das er für Zucker gehalten hatte. Als er gegen Abend bei dem Jungen starke Schmerzen einstellten, wurde er in das Chrudimer Krankenhaus gebracht, wo sich die Ärzte vergeblich um ihn bemühten. Am Mittwoch starb er unter schrecklichen Schmerzen.	[123, 1846, 481, 2006]
news-article: * (Mangel an Pferden.) Auf den Viehmarkt in Ungarisch-Hradisch wurden heuer nur 441 Pferde und Füllen aufgetrieben. Die Nachfrage nach Füllen und guten Pferden war so groß, daß alle Tiere verkauft wurden und viele Käufe infolge Mangel an Tieren nicht getätigt werden konnten. Für ein Pferd wurden bis zu 5000 Kč gezahlt.	[867, 560, 1226, 684]
news-article: * (Ein Schüler rettet ein Kind.) Der 13jährige Schüler der Staatsrealschule in Kaschau, Jaroslaus Gruber, der bei seinem Großvater Wenzel Gruber in der Gemeinde Chuman bei Prachatitz auf Ferien weilt, rettete die fünfjährige Tochter der K. Mraz, die in den Teich gefallen war, das Leben. Die Mutter des Kindes ist zurzeit beim Militär. Als der Junge hörte, daß ein Mädchen ertrinke, das in den ungefähr drei Meter tiefen, neu regulierten Teich gefallen sei, sprang er kofort, ohne sich zu entkleiden, in den Teich. Er tauchte mehreremale unter, bis er das Mädchen bei den Beinen zu fassen bekam. Der völlig entkräftete Junge brachte das Mädchen an die Oberfläche des Wassers. Ein anderer Junge zog es heraus und übergab es einem am Ufer stehenden Personen. Diese brachten dann das Mädchen wieder zu sich.	[867, 1622, 1226, 1944]
article-list	[867, 145, 1226, 1945]
news-article: * (Ein Soldat an Sonnenstich gestorben.) Der Soldat Sablik von der achten Maschinengewehrrotte des 10. Infanterieregimentes in Lundenburg hatte an einem der letzten Tage ein langes Sonnenbad genommen. Am nächsten Tage wurde ihm während der Übung unwohl und er mußte in die Kaserne gebracht werden. Die Ärzte stellten fest, daß er einen Sonnenstich erlitten hatte, dem er einige Tage später erlag.	[867, 1442, 1226, 1620]
news-article: * (Störche und Rehe friedlich beisammen.) Auf den ausgedehnten Wiesen zwischen Roharez und Sudomeritz bei Skalitz in der Slowakei nisten auf Bäumen sehr viele Störche. Schöne Bilder sind tagsüber zu sehen, wenn sie sich zwischen den Rehen bewegen, von denen es in den benachbarten Wäldern ebenfalls sehr viele gibt. Störche und Rehe leben hier in Frieden und Freundschaft beisammen, als ob sie schon immer zueinander gehörten.	[867, 813, 1226, 990]
scan-edge-shadow	[1637, 0, 1680, 2197]
article-heading: (Ein seltsames Mädchen.)	[1269, 955, 1473, 972]
news-article: * (Eine originelle Idee.) Ungarische Beamte, die ihre Ferien am Plattensee verbringen, erhalten eine willkommene Gratifikation ganz eigener Art. Ihr Urlaub wird um eine volle Woche verlängert. Das ist ein Beschluß des Budapester Ministerrates, der sicherlich von den direkt Betroffenen mit der gleichen freudigen Genugtuung begrüßt werden wird wie von den Plattenseehoteliers und den sonstigen Interessenten des Fremdenverkehres. Es ist nicht unwahrscheinlich, daß viele der Beamten dieser freigebigen Geste der Regierung sogar noch mehr Geschmack abgewinnen werden als einer Bargeldzuwendung. Die ungarische Regierung garantiert auf diese Weise dem Plattensee ein Stammpublikum, indem sie gleichzeitig dafür sorgt, daß das Geld der ungarischen Beamten in der Heimat bleibt.	[867, 146, 1226, 467]
article-body: Dr. Theodor Mehr spendete anläßlich des Ablebens des Frl. Adele Hartig 25 Kč für die Jungmännerbundesgruppe in Reichenberg. — Anläßlich des Ablebens der Frau Mathilde Wenzel (Niederhanichen) widmete Ing. Rudolf Simon, Ober-Bauverwalter i. R., 30 Kč den Ferienheimen des Deutschen Gebirgsvereines. — J. A. Fleischer spendete anläßlich des Ablebens der Frau Johanna Hoffmann 50 Kč für den Unterstützungsfonds des Vereines deutscher Geschäftsreisender in der Tschechoslowakei, Sitz Reichenberg. — Anläßlich des Ablebens des Heinrich Waberschl (Katharinafeld) spendete Familie Karl Waberschl (Oberhanichen) 50 Kč für Ortsarme von Karolinsfeld. — Beim Auslösen der StV-Gefolgschaft der Firma Johann Liebieg wurden in der Hubertusbaude am 14. Juli 47 Kč für den Bund der Deutschen gesammelt; für den gleichen Zweck wurden durch Inspektor Nauniger 100 Kč erlegt. — Rosenthal: Anläßlich des Ablebens der Frau Marie Parsche spendeten Gustav Rieger und das Mittwochkränzchen je 20 Kč für den Turnhallenbaufonds des Deutschen Turnvereines. — In der Verwaltung der „Reichenberger Zeitung" wurden erlegt: Anläßlich des Ablebens des Herrn Eduard Pfeifer von Dr. Max Raab-Freiwaldau und Frau 50 Kč für die Deutsche Landeskommission für Kinderschutz und Jugendfürsorge; — anläßlich des Ablebens des Herrn Ing. Bernhard Kahl von Familie Ferd. Jakob 25 Kč für die Caritas soziale.	[1239, 1261, 1598, 1815]
article-heading: (Der Guttempler-Orden)	[898, 469, 1089, 486]
article-heading: (Todessturz eines Maurers.)	[1275, 146, 1505, 162]
news-article: * (Das Opfer eines frechen Diebstahls) wurde die in Prag als Gast weilende Holländerin M. C. A. Schmidt Jugdblod Ferlech aus Harlem, der während des Straßenbahnlaufes bei einer Slowakin ihre Handtasche bei dem Paß und Wertsachen im Betrage von 16.000 Kč entwendet wurde.	[867, 686, 1226, 810]
news-article: * (Eine katholische Beschwerde.) Die klerikalen „Lidové Listy" beschweren sich darüber, daß die Stadt Prag bei der Benennung von Straßen und Plätzen den Katholizismus vollkommen übersehe. In der Hauptstadt eines Staates, dessen Bevölkerung sich überwiegend aus Katholiken zusammensetzt, sollte eine derartige, offenbar beabsichtigte Unachtsamkeit nicht vorkommen. Das Blatt fordert, daß bei der amtlichen Umbenennung von Straßen Männer berücksichtigt werden, die sich um den Katholizismus verdient gemacht haben. Es schlägt vor, eine Straße nach den beiden Slawenaposteln zu benennen, eine zweite nach dem verstorbenen Erzbischof Dr. Kordač, eine dritte nach dem Vatikan usw.	[123, 370, 481, 656]
newspaper-title: „Reichenberger Zeitung".	[566, 95, 1155, 127]
article-heading: (Ein Soldat an Sonnenstich gestorben.)	[901, 1442, 1226, 1458]
page-number: Seite 4	[123, 100, 193, 123]
ad-description: Erstklassige physikalisch-diätetische Heilanstalt für innere, Nerven- und Stoffwechselkrankheiten.	[137, 208, 467, 233]
article-heading: (Notstandsarbeiten.)	[220, 262, 383, 278]
article-heading: (Die eigenen Kinder dem Elend preisgegeben.)	[1239, 560, 1598, 594]
article-body: Seit nahezu zwei Wochen sucht die Prager Polizei die 17jährige Helene Novak, die an ihre Eltern einen Brief geschrieben hat, daß sie sich nach London und von dort nach Amerika begibt. Man vermutete, daß das Mädchen einer Bande von Mädchenhändlern in die Hände gefallen sei. Tatsächlich befand es sich jedoch während der ganzen Zeit in der Prager Vorstadt Zizkov und las dort mit Vergnügen die aufgeregten Berichte in den Prager Blättern. Die Eltern einer Freundin kamen vor einigen Tagen hinter die ganze Angelegenheit, bevor sie jedoch die Polizei verständigt hatten, war der junge Reisende verschwunden. Gestern wurde Helene in der Nähe von Böhmisch-Brod gefaßt und nach Hause befördert.	[1239, 956, 1598, 1259]
article-body: Das „Ceske Slovo" schreibt: Am 11. Juli unterhielt sich in einem Pilsner Gasthaus eine deutsche Gesellschaft über die tschechoslowakischen Staat. Es wurde nichts gesagt, was den gesetzlichen Gesetzen nicht in Einklang zu bringen wäre. Das, was gesagt wurde, war im Gegenteil die volle Wahrheit. Man hörte da, daß in Pilsen auf der Brücke der Legionenstraße ein Leierkasten spielender Legionär sitze, der auf seinem Kasten derart viel militärische Auszeichnungen und Orden hängen habe, daß sich dessen kein Fürst zu schämen brauchte. Der invalide Legionär, der dort um Almosen bettelte, hatte den Stefanik-Orden, den Sokolorden samt Schwertern, das tschechoslowakische Kriegskreuz, die Revolutionsmedaille, den russischen Orden des heiligen Georg — mithin eine sehr hohe Auszeichnung, die nur Kavalieren verliehen zu werden pflegte — und die Medaille der Verbündeten. Die Vorübergehenden bleiben stehen, betrachten verwundert den Leierkasten mit den Orden, lesen die Aufschrift, geben ein Almosen und gehen kopfschüttelnd weiter. Wäre dieser Legionär, schreibt „Ceske Slovo", tot, man hätte ihm vielleicht bereits eine Gedenktafel gesetzt. Um den lebenden Helden kümmert sich niemand. Mit welchem Mute werden die Leute in den Kampf ziehen, wenn sie in diesem Bettler das Abbild der Dankbarkeit des Staates und Volkes für einen Mann erkennen, der dem Vaterlande Gesundheit und Existenz geopfert hat?	[495, 1098, 853, 1670]
